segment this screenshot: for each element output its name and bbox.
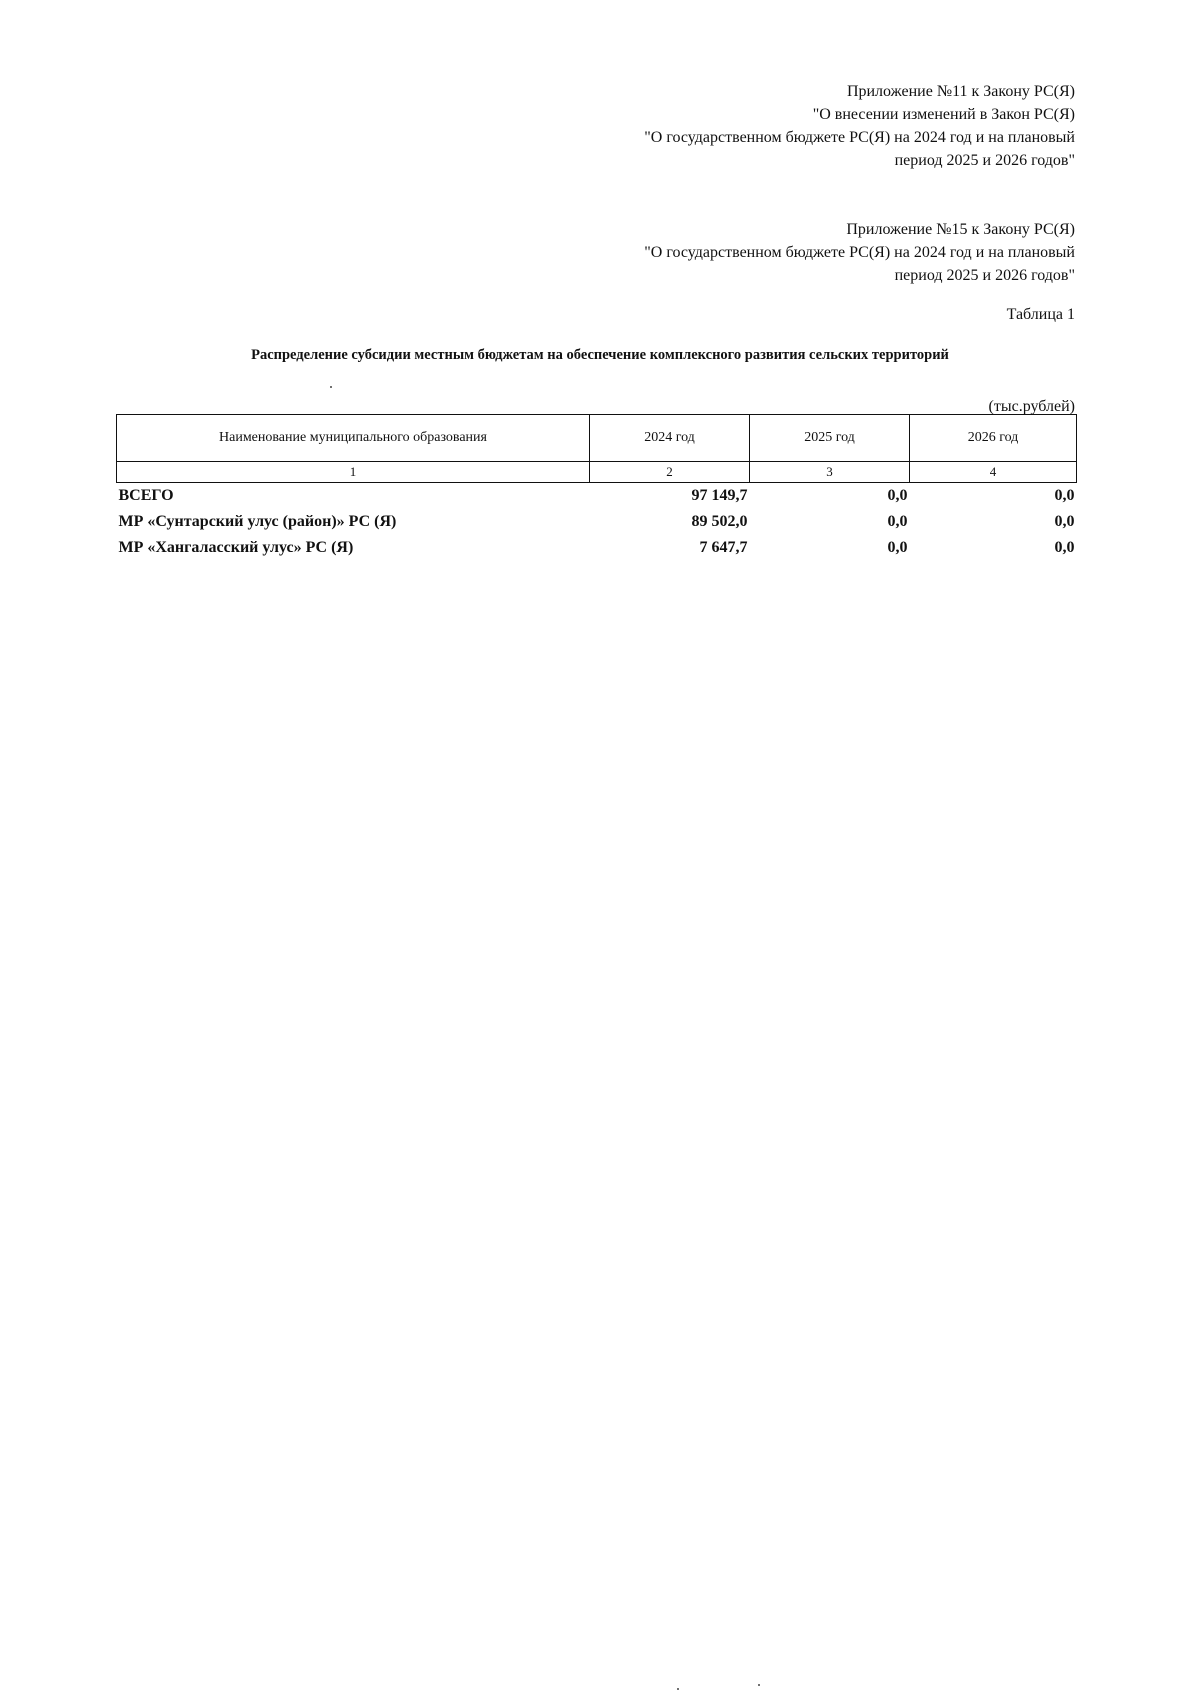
table-row: [117, 509, 1077, 535]
value-2024: 89 502,0: [691, 513, 748, 530]
annex-reference-1: [644, 80, 1075, 172]
table-row: [117, 535, 1077, 561]
subsidy-table: [116, 414, 1077, 561]
table-label: Таблица 1: [1006, 306, 1075, 323]
value-2025: 0,0: [887, 539, 908, 556]
column-number-row: [117, 462, 1077, 483]
annex-1-line: Приложение №11 к Закону РС(Я): [846, 83, 1075, 100]
document-title: Распределение субсидии местным бюджетам на обеспечение комплексного развития сельских территорий: [251, 347, 949, 363]
column-number: 3: [750, 462, 910, 483]
header-2025: 2025 год: [750, 415, 910, 462]
column-number: 4: [910, 462, 1077, 483]
annex-1-line: "О государственном бюджете РС(Я) на 2024 год и на плановый: [644, 129, 1075, 146]
value-2025: 0,0: [887, 513, 908, 530]
header-2026: 2026 год: [910, 415, 1077, 462]
scan-speck: [330, 386, 332, 388]
value-2026: 0,0: [1054, 487, 1075, 504]
value-2026: 0,0: [1054, 513, 1075, 530]
annex-1-line: период 2025 и 2026 годов": [894, 152, 1075, 169]
value-2026: 0,0: [1054, 539, 1075, 556]
annex-2-line: период 2025 и 2026 годов": [894, 267, 1075, 284]
scan-speck: [677, 1688, 679, 1690]
table-header-row: [117, 415, 1077, 462]
row-name: МР «Сунтарский улус (район)» РС (Я): [118, 513, 397, 530]
row-name: ВСЕГО: [118, 487, 174, 504]
value-2024: 7 647,7: [699, 539, 748, 556]
column-number: 1: [117, 462, 590, 483]
annex-2-line: Приложение №15 к Закону РС(Я): [846, 221, 1075, 238]
table-row: [117, 483, 1077, 510]
row-name: МР «Хангаласский улус» РС (Я): [118, 539, 354, 556]
scan-speck: [758, 1684, 760, 1686]
column-number: 2: [590, 462, 750, 483]
value-2025: 0,0: [887, 487, 908, 504]
value-2024: 97 149,7: [691, 487, 748, 504]
units-label: (тыс.рублей): [988, 398, 1075, 415]
annex-reference-2: [644, 218, 1075, 287]
annex-2-line: "О государственном бюджете РС(Я) на 2024 год и на плановый: [644, 244, 1075, 261]
annex-1-line: "О внесении изменений в Закон РС(Я): [812, 106, 1075, 123]
header-2024: 2024 год: [590, 415, 750, 462]
header-municipality: Наименование муниципального образования: [117, 415, 590, 462]
